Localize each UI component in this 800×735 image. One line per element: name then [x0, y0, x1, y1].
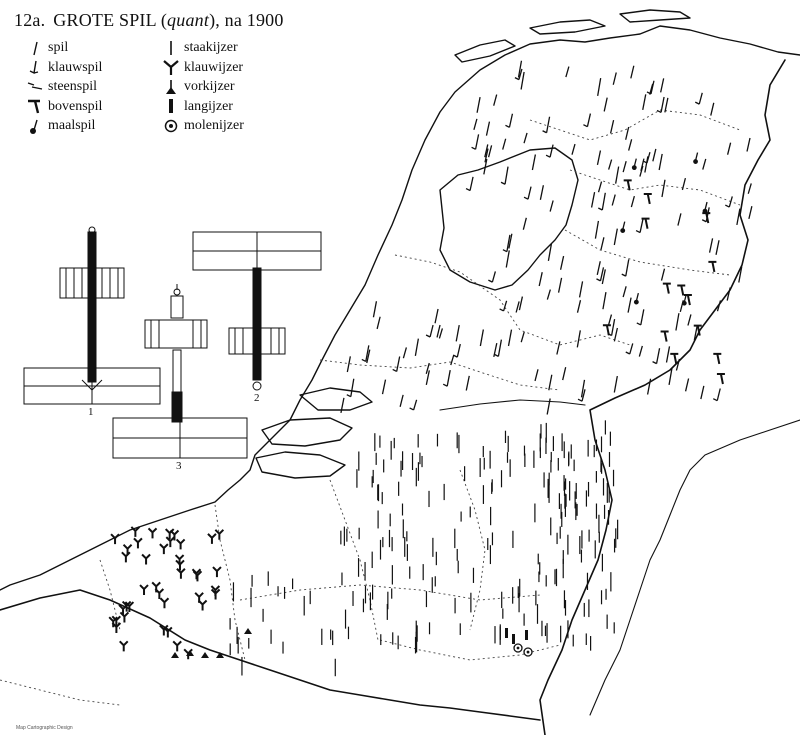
spil-mark — [486, 122, 489, 136]
klauwspil-mark — [515, 78, 519, 80]
figure-1-label: 1 — [88, 406, 94, 418]
spil-mark — [710, 238, 713, 252]
steenspil-icon — [22, 78, 48, 96]
klauwspil-icon — [22, 58, 48, 76]
spil-mark — [729, 196, 732, 207]
spil-mark — [614, 229, 617, 245]
klauwspil-mark — [578, 399, 582, 401]
spil-mark — [516, 301, 519, 312]
legend-column-right — [158, 38, 244, 136]
legend-item: spil — [22, 38, 102, 58]
bovenspil-mark — [708, 262, 716, 272]
spil-mark — [748, 183, 751, 193]
spil-mark — [451, 355, 454, 365]
klauwijzer-mark — [208, 534, 216, 544]
spil-mark — [645, 156, 648, 172]
spil-mark — [377, 317, 380, 329]
langijzer-mark — [525, 630, 528, 640]
vorkijzer-mark — [244, 628, 252, 634]
spil-mark — [447, 370, 450, 386]
klauwijzer-mark — [134, 538, 142, 548]
bovenspil-mark — [663, 284, 671, 294]
spil-mark — [612, 319, 615, 335]
klauwspil-mark — [622, 274, 626, 276]
klauwijzer-mark — [173, 641, 181, 651]
province-border — [215, 505, 245, 660]
spil-mark — [561, 256, 564, 270]
bovenspil-icon — [22, 97, 48, 115]
spil-mark — [653, 149, 656, 161]
spil-mark — [623, 286, 626, 297]
klauwspil-mark — [362, 359, 366, 361]
spil-mark — [608, 315, 611, 326]
spil-mark — [559, 278, 562, 293]
klauwspil-mark — [494, 354, 498, 356]
spil-mark — [612, 195, 615, 206]
klauwspil-mark — [725, 205, 729, 207]
spil-mark — [616, 167, 619, 184]
spil-mark — [717, 389, 720, 401]
wadden-1 — [455, 40, 515, 62]
vorkijzer-icon — [158, 78, 184, 96]
province-border — [460, 470, 485, 630]
spil-mark — [347, 356, 350, 372]
klauwspil-mark — [466, 189, 470, 191]
spil-mark — [577, 300, 580, 313]
spil-mark — [631, 196, 634, 207]
spil-mark — [539, 272, 542, 286]
spil-mark — [747, 138, 750, 152]
spil-mark — [540, 185, 543, 200]
langijzer-icon — [158, 97, 184, 115]
spil-mark — [699, 93, 702, 104]
spil-mark — [701, 386, 704, 399]
spil-mark — [557, 341, 560, 354]
spil-mark — [626, 259, 629, 276]
province-border — [330, 480, 378, 640]
spil-mark — [509, 114, 512, 128]
spil-mark — [641, 309, 644, 324]
klauwspil-mark — [653, 362, 657, 364]
klauwspil-mark — [702, 220, 706, 222]
spil-mark — [521, 332, 524, 342]
legend-item: klauwspil — [22, 58, 102, 78]
maalspil-mark — [620, 228, 625, 233]
spil-mark — [403, 347, 406, 358]
spil-mark — [489, 145, 492, 157]
legend-item: vorkijzer — [158, 77, 244, 97]
spil-mark — [550, 145, 553, 158]
klauwspil-mark — [713, 399, 717, 401]
bovenspil-mark — [713, 354, 721, 364]
spil-mark — [639, 346, 642, 357]
spil-mark — [524, 133, 527, 143]
spil-mark — [550, 200, 553, 211]
klauwspil-mark — [501, 182, 505, 184]
spil-mark — [351, 379, 354, 397]
spil-mark — [686, 378, 689, 391]
molenijzer-mark — [527, 651, 530, 654]
legend-item: molenijzer — [158, 116, 244, 136]
spil-mark — [528, 187, 531, 200]
spil-mark — [549, 375, 552, 390]
spil-mark — [592, 192, 595, 207]
klauwspil-mark — [695, 102, 699, 104]
legend-item: maalspil — [22, 116, 102, 136]
klauwspil-mark — [637, 323, 641, 325]
spil-mark — [523, 218, 526, 230]
maalspil-mark — [682, 301, 687, 306]
klauwijzer-mark — [160, 598, 168, 608]
klauwijzer-mark — [120, 612, 128, 622]
spil-mark — [661, 97, 664, 112]
spil-mark — [648, 379, 651, 395]
spil-mark — [580, 281, 583, 297]
spil-mark — [566, 67, 569, 77]
spil-mark — [688, 314, 691, 325]
bovenspil-mark — [661, 332, 669, 342]
spil-mark — [400, 395, 403, 407]
maalspil-mark — [703, 209, 708, 214]
bovenspil-mark — [603, 325, 611, 335]
spil-mark — [383, 380, 386, 395]
maalspil-icon — [22, 117, 48, 135]
klauwspil-mark — [596, 279, 600, 281]
spil-mark — [661, 78, 664, 92]
province-border — [530, 110, 740, 140]
spil-mark — [659, 154, 662, 170]
klauwijzer-mark — [177, 539, 185, 549]
klauwspil-mark — [505, 125, 509, 127]
klauwijzer-mark — [160, 544, 168, 554]
spil-mark — [623, 161, 626, 172]
spil-mark — [614, 328, 617, 341]
river-meuse — [440, 400, 585, 410]
spil-mark — [430, 325, 433, 337]
spil-mark — [506, 250, 509, 267]
ijsselmeer-shore — [440, 148, 578, 290]
klauwspil-mark — [347, 395, 351, 397]
spil-mark — [643, 94, 646, 109]
legend-item: steenspil — [22, 77, 102, 97]
spil-mark — [640, 219, 643, 233]
klauwijzer-mark — [195, 593, 203, 603]
credit-text: Map Cartographic Design — [16, 725, 73, 731]
klauwspil-mark — [543, 131, 547, 133]
spil-mark — [457, 344, 460, 357]
spil-mark — [572, 144, 575, 155]
klauwspil-mark — [583, 125, 587, 127]
spil-mark — [466, 376, 469, 391]
province-border — [565, 230, 730, 275]
langijzer-mark — [512, 634, 515, 644]
province-border — [0, 680, 120, 705]
staakijzer-icon — [158, 39, 184, 57]
spil-mark — [711, 103, 714, 116]
klauwspil-mark — [393, 369, 397, 371]
spil-mark — [598, 78, 601, 96]
province-border — [320, 360, 560, 390]
legend-item: klauwijzer — [158, 58, 244, 78]
wadden-2 — [530, 20, 605, 34]
spil-mark — [532, 154, 535, 169]
province-border — [380, 640, 560, 660]
maalspil-mark — [634, 300, 639, 305]
spil-mark — [604, 98, 607, 112]
spil-mark — [470, 177, 473, 191]
klauwspil-mark — [598, 208, 602, 210]
spil-mark — [628, 298, 631, 313]
spil-mark — [535, 369, 538, 381]
spil-icon — [22, 39, 48, 57]
spil-mark — [665, 98, 668, 112]
legend-item: bovenspil — [22, 97, 102, 117]
vorkijzer-mark — [171, 652, 179, 658]
spil-mark — [504, 301, 507, 311]
spil-mark — [597, 261, 600, 275]
spil-mark — [676, 359, 679, 371]
island-3 — [300, 388, 372, 410]
spil-mark — [414, 400, 417, 410]
vorkijzer-mark — [201, 652, 209, 658]
province-border — [570, 170, 740, 205]
spil-mark — [595, 221, 598, 239]
spil-mark — [602, 193, 605, 210]
figure-2-label: 2 — [254, 392, 260, 404]
spil-mark — [415, 339, 418, 356]
klauwspil-mark — [410, 408, 414, 410]
spil-mark — [609, 160, 612, 170]
klauwspil-mark — [500, 309, 504, 311]
map-title-italic: quant — [167, 10, 210, 30]
bovenspil-mark — [677, 285, 685, 295]
spil-mark — [662, 180, 665, 197]
coastline — [0, 26, 800, 590]
molenijzer-icon — [158, 117, 184, 135]
symbol-layer — [109, 61, 752, 677]
spil-mark — [631, 66, 634, 79]
spil-mark — [667, 346, 670, 362]
spil-mark — [492, 271, 495, 282]
river-rhine — [590, 420, 800, 715]
state-border-south — [0, 590, 540, 720]
spil-mark — [521, 72, 524, 90]
figure-2 — [193, 232, 321, 390]
legend-item: staakijzer — [158, 38, 244, 58]
klauwspil-mark — [443, 384, 447, 386]
spil-mark — [611, 120, 614, 133]
spil-mark — [480, 330, 483, 346]
klauwspil-mark — [503, 250, 507, 252]
klauwspil-mark — [453, 355, 457, 357]
map-title-main: GROTE SPIL — [53, 10, 157, 30]
klauwijzer-mark — [140, 585, 148, 595]
spil-mark — [519, 297, 522, 311]
spil-mark — [597, 151, 600, 165]
klauwspil-mark — [546, 155, 550, 157]
legend-column-left — [22, 38, 102, 136]
klauwijzer-mark — [122, 552, 130, 562]
spil-mark — [737, 209, 740, 225]
spil-mark — [435, 309, 438, 323]
spil-mark — [603, 292, 606, 309]
klauwijzer-mark — [155, 589, 163, 599]
spil-mark — [587, 114, 590, 127]
wadden-3 — [620, 10, 690, 22]
spil-mark — [503, 139, 506, 150]
spil-mark — [456, 325, 459, 341]
spil-mark — [614, 376, 617, 392]
klauwspil-mark — [488, 280, 492, 282]
spil-mark — [682, 178, 685, 190]
langijzer-mark — [505, 628, 508, 638]
spil-mark — [716, 240, 719, 255]
bovenspil-mark — [644, 194, 652, 204]
bovenspil-mark — [717, 374, 725, 384]
spil-mark — [728, 143, 731, 155]
klauwspil-mark — [426, 335, 430, 337]
spil-mark — [439, 328, 442, 338]
klauwijzer-mark — [142, 555, 150, 565]
spil-mark — [613, 72, 616, 84]
klauwspil-mark — [626, 352, 630, 354]
spil-mark — [505, 167, 508, 185]
spil-mark — [476, 134, 479, 149]
klauwspil-mark — [524, 197, 528, 199]
spil-mark — [477, 97, 480, 113]
spil-mark — [676, 313, 679, 330]
province-border — [395, 255, 630, 345]
spil-mark — [373, 301, 376, 317]
spil-mark — [494, 95, 497, 106]
molenijzer-mark — [517, 647, 520, 650]
state-border-east — [540, 60, 785, 735]
spil-mark — [678, 213, 681, 225]
spil-mark — [703, 159, 706, 170]
maalspil-mark — [632, 165, 637, 170]
spil-mark — [657, 348, 660, 363]
spil-mark — [498, 340, 501, 357]
spil-mark — [577, 330, 580, 347]
klauwijzer-mark — [213, 567, 221, 577]
spil-mark — [629, 139, 632, 150]
klauwspil-mark — [636, 231, 640, 233]
spil-mark — [661, 269, 664, 281]
klauwijzer-icon — [158, 58, 184, 76]
spil-mark — [474, 119, 477, 130]
figure-1 — [24, 227, 160, 404]
spil-mark — [630, 343, 633, 354]
klauwspil-mark — [472, 147, 476, 149]
map-title: 12a. GROTE SPIL (quant), na 1900 — [14, 10, 284, 30]
spil-mark — [547, 117, 550, 133]
spil-mark — [509, 330, 512, 346]
klauwijzer-mark — [149, 528, 157, 538]
spil-mark — [547, 290, 550, 300]
klauwspil-mark — [657, 110, 661, 112]
island-2 — [256, 452, 345, 478]
map-number: 12a. — [14, 10, 46, 30]
legend-item: langijzer — [158, 97, 244, 117]
spil-mark — [599, 182, 602, 193]
spil-mark — [601, 237, 604, 250]
spil-mark — [397, 357, 400, 372]
spil-mark — [563, 367, 566, 380]
spil-mark — [749, 206, 752, 219]
maalspil-mark — [693, 159, 698, 164]
figure-3-label: 3 — [176, 460, 182, 472]
klauwijzer-mark — [120, 641, 128, 651]
figure-3 — [113, 284, 247, 458]
island-1 — [262, 418, 352, 446]
klauwijzer-mark — [215, 530, 223, 540]
